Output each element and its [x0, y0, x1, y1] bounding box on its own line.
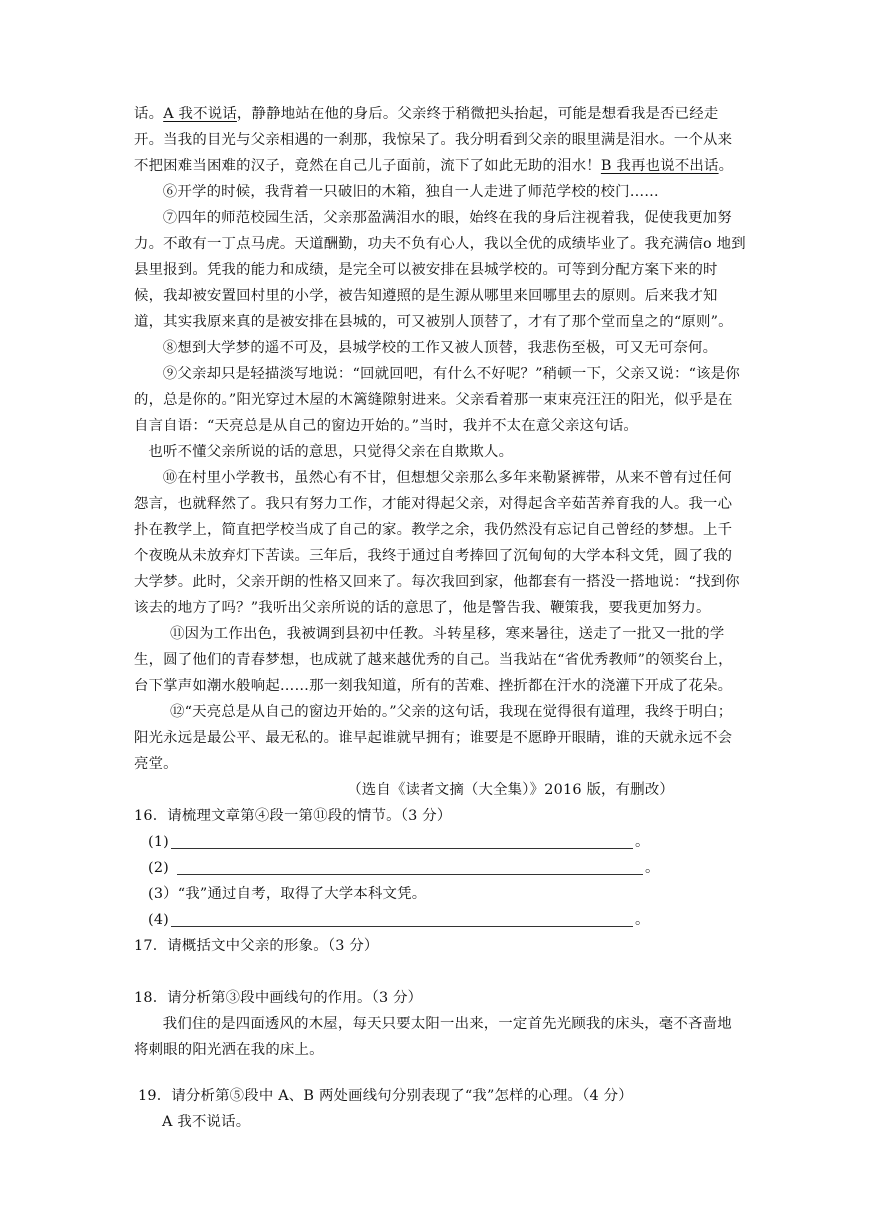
answer-space [134, 959, 746, 985]
text: 话。 [134, 106, 164, 122]
answer-blank[interactable] [171, 831, 633, 849]
paragraph-9-continued: 也听不懂父亲所说的话的意思，只觉得父亲在自欺欺人。 [148, 444, 514, 460]
answer-line-4 [134, 907, 746, 933]
question-16: 16．请梳理文章第④段一第⑪段的情节。（3 分） [134, 808, 452, 824]
text: ，静静地站在他的身后。父亲终于稍微把头抬起，可能是想看我是否已经走开。当我的目光与父亲相遇的一刹那，我惊呆了。我分明看到父亲的眼里满是泪水。一个从来不把困难当困难的汉子，竟然在自己儿子面前，流下了如此无助的泪水！ [134, 106, 733, 174]
question-18: 18．请分析第③段中画线句的作用。（3 分） [134, 990, 423, 1006]
answer-blank[interactable] [177, 857, 643, 875]
question-19-item-a: A 我不说话。 [162, 1114, 251, 1130]
answer-end: 。 [635, 912, 650, 928]
answer-space [134, 1063, 746, 1083]
paragraph-10: ⑩在村里小学教书，虽然心有不甘，但想想父亲那么多年来勒紧裤带，从来不曾有过任何怨言，也就释然了。我只有努力工作，才能对得起父亲，对得起含辛茹苦养育我的人。我一心扑在教学上，简直把学校当成了自己的家。教学之余，我仍然没有忘记自己曾经的梦想。上千个夜晚从未放弃灯下苦读。三年后，我终于通过自考捧回了沉甸甸的大学本科文凭，圆了我的大学梦。此时，父亲开朗的性格又回来了。每次我回到家，他都套有一搭没一搭地说：“找到你该去的地方了吗？”我听出父亲所说的话的意思了，他是警告我、鞭策我，要我更加努力。 [134, 470, 740, 616]
answer-end: 。 [635, 834, 650, 850]
document-body [134, 101, 746, 1135]
underlined-sentence-b: B 我再也说不出话 [600, 158, 719, 174]
source-citation: （选自《读者文摘（大全集）》2016 版，有删改） [347, 782, 674, 798]
answer-line-1 [134, 829, 746, 855]
answer-line-2 [134, 855, 746, 881]
question-17: 17．请概括文中父亲的形象。（3 分） [134, 938, 379, 954]
answer-end: 。 [645, 860, 660, 876]
question-19: 19．请分析第⑤段中 A、B 两处画线句分别表现了“我”怎样的心理。（4 分） [138, 1088, 633, 1104]
answer-blank[interactable] [171, 909, 633, 927]
underlined-sentence-a: A 我不说话 [163, 106, 237, 122]
paragraph-9: ⑨父亲却只是轻描淡写地说：“回就回吧，有什么不好呢？”稍顿一下，父亲又说：“该是你的，总是你的。”阳光穿过木屋的木篱缝隙射进来。父亲看着那一束束亮汪汪的阳光，似乎是在自言自语：“天亮总是从自己的窗边开始的。”当时，我并不太在意父亲这句话。 [134, 366, 740, 434]
answer-line-3 [134, 881, 746, 907]
text: 。 [718, 158, 734, 174]
answer-label: (4) [148, 912, 169, 928]
paragraph-6: ⑥开学的时候，我背着一只破旧的木箱，独自一人走进了师范学校的校门…… [162, 184, 659, 200]
question-18-quote: 我们住的是四面透风的木屋，每天只要太阳一出来，一定首先光顾我的床头，毫不吝啬地将刺眼的阳光洒在我的床上。 [134, 1016, 732, 1058]
paragraph-12: ⑫“天亮总是从自己的窗边开始的。”父亲的这句话，我现在觉得很有道理，我终于明白；阳光永远是最公平、最无私的。谁早起谁就早拥有；谁要是不愿睁开眼睛，谁的天就永远不会亮堂。 [134, 704, 733, 772]
paragraph-5-continued [134, 101, 746, 179]
paragraph-8: ⑧想到大学梦的遥不可及，县城学校的工作又被人顶替，我悲伤至极，可又无可奈何。 [162, 340, 718, 356]
paragraph-11: ⑪因为工作出色，我被调到县初中任教。斗转星移，寒来暑往，送走了一批又一批的学生，圆了他们的青春梦想，也成就了越来越优秀的自己。当我站在“省优秀教师”的领奖台上，台下掌声如潮水般响起……那一刻我知道，所有的苦难、挫折都在汗水的浇灌下开成了花朵。 [134, 626, 733, 694]
paragraph-7: ⑦四年的师范校园生活，父亲那盈满泪水的眼，始终在我的身后注视着我，促使我更加努力。不敢有一丁点马虎。天道酬勤，功夫不负有心人，我以全优的成绩毕业了。我充满信o 地到县里报到。凭我的能力和成绩，是完全可以被安排在县城学校的。可等到分配方案下来的时候，我却被安置回村里的小学，被告知遵照的是生源从哪里来回哪里去的原则。后来我才知道，其实我原来真的是被安排在县城的，可又被别人顶替了，才有了那个堂而皇之的“原则”。 [134, 210, 746, 330]
answer-label: (2) [148, 860, 169, 876]
answer-text: (3）“我”通过自考，取得了大学本科文凭。 [148, 886, 427, 902]
answer-label: (1) [148, 834, 169, 850]
